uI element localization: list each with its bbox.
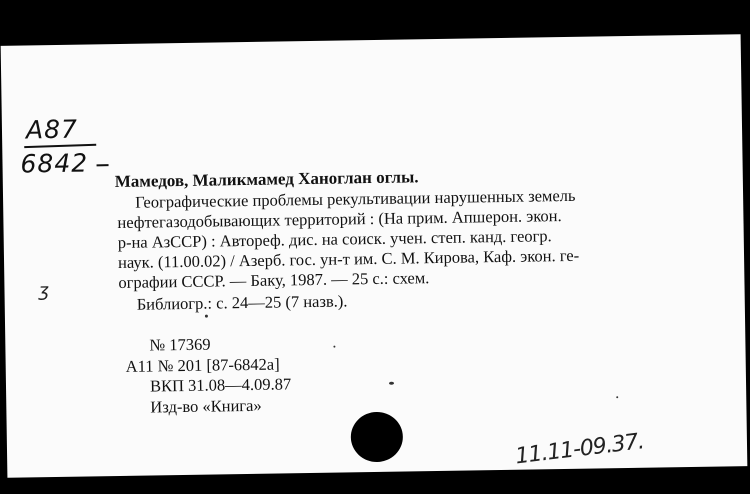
description-line: р-на АзССР) : Автореф. дис. на соиск. учен. степ. канд. геогр. <box>117 226 552 253</box>
shelfmark-bottom: 6842 <box>20 148 89 179</box>
bibliography-note: Библиогр.: с. 24—25 (7 назв.). <box>136 291 348 314</box>
shelfmark-dash <box>97 164 109 166</box>
publisher: Изд-во «Книга» <box>150 395 262 417</box>
handwritten-margin-mark: ʒ <box>38 280 50 302</box>
vkp-dates: ВКП 31.08—4.09.87 <box>149 374 292 396</box>
scan-speck <box>205 315 208 318</box>
punch-hole <box>350 412 403 463</box>
description-line: Географические проблемы рекультивации нарушенных земель <box>134 185 576 212</box>
shelfmark-divider <box>24 144 96 148</box>
author-heading: Мамедов, Маликмамед Ханоглан оглы. <box>114 167 419 192</box>
scan-speck <box>616 396 618 398</box>
accession-number: № 17369 <box>149 334 211 355</box>
description-line: ографии СССР. — Баку, 1987. — 25 с.: схем. <box>118 268 430 293</box>
record-number: А11 № 201 [87-6842а] <box>125 354 280 376</box>
description-line: нефтегазодобывающих территорий : (На прим. Апшерон. экон. <box>117 206 562 233</box>
scan-speck <box>389 382 394 385</box>
handwritten-signature: 11.11-09.37. <box>514 429 646 470</box>
shelfmark-top: А87 <box>25 114 79 145</box>
description-line: наук. (11.00.02) / Азерб. гос. ун-т им. С. М. Кирова, Каф. экон. ге- <box>117 245 580 273</box>
catalog-card <box>1 34 748 478</box>
scan-speck <box>333 346 335 348</box>
